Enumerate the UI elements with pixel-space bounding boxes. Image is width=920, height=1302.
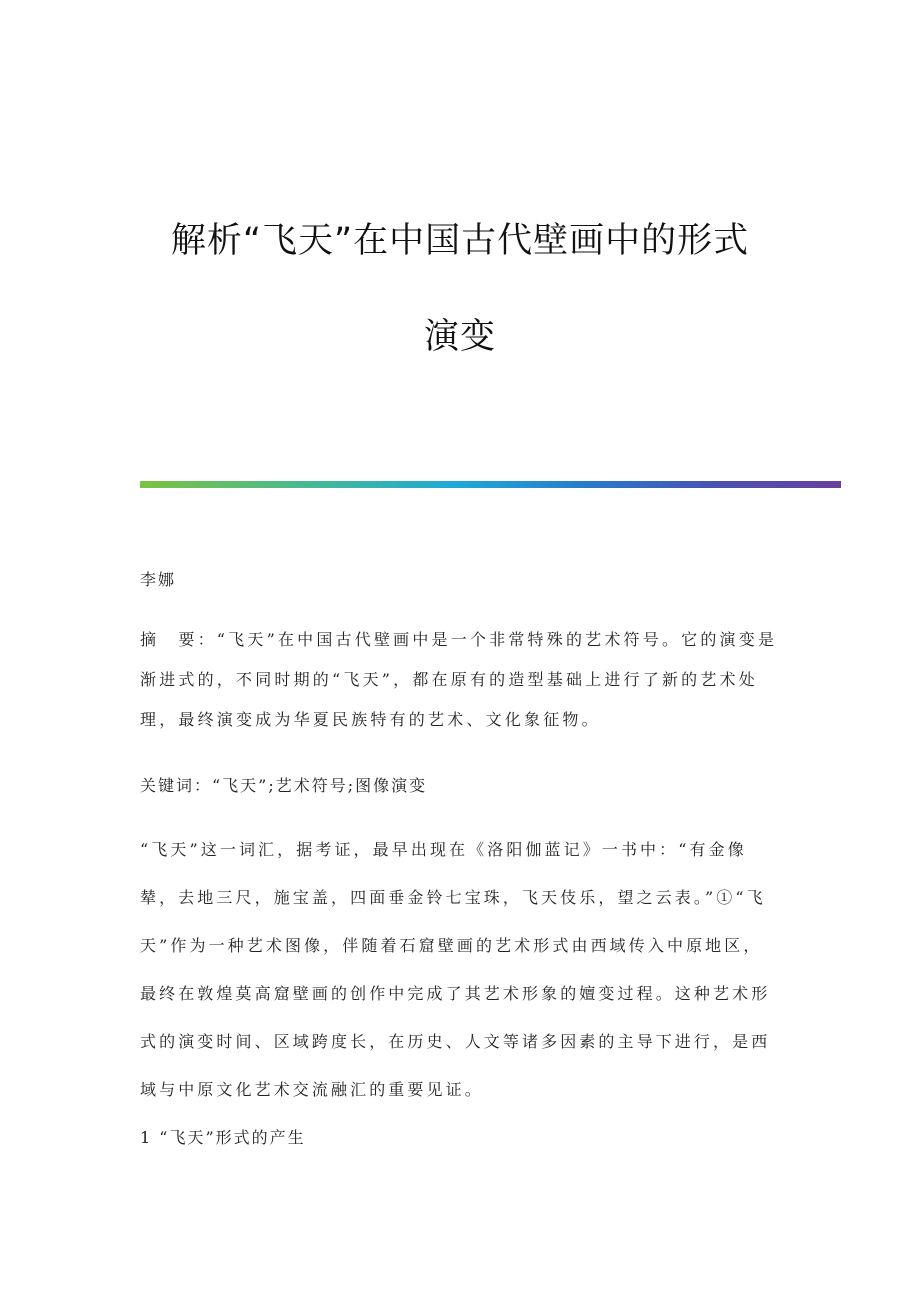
keywords-line: 关键词：“飞天”;艺术符号;图像演变 (140, 776, 428, 795)
gradient-divider (140, 481, 841, 488)
author-name: 李娜 (140, 570, 177, 589)
section-heading: 1 “飞天”形式的产生 (140, 1128, 306, 1147)
document-title-line-2: 演变 (423, 317, 496, 357)
body-paragraph: “飞天”这一词汇，据考证，最早出现在《洛阳伽蓝记》一书中：“有金像辇，去地三尺，施宝盖，四面垂金铃七宝珠，飞天伎乐，望之云表。”①“飞天”作为一种艺术图像，伴随着石窟壁画的艺术形式由西域传入中原地区，最终在敦煌莫高窟壁画的创作中完成了其艺术形象的嬗变过程。这种艺术形式的演变时间、区域跨度长，在历史、人文等诸多因素的主导下进行，是西域与中原文化艺术交流融汇的重要见证。 (140, 840, 771, 1099)
abstract-paragraph: 摘 要：“飞天”在中国古代壁画中是一个非常特殊的艺术符号。它的演变是渐进式的，不同时期的“飞天”，都在原有的造型基础上进行了新的艺术处理，最终演变成为华夏民族特有的艺术、文化象征物。 (140, 630, 778, 729)
document-title-line-1: 解析“飞天”在中国古代壁画中的形式 (170, 221, 750, 261)
